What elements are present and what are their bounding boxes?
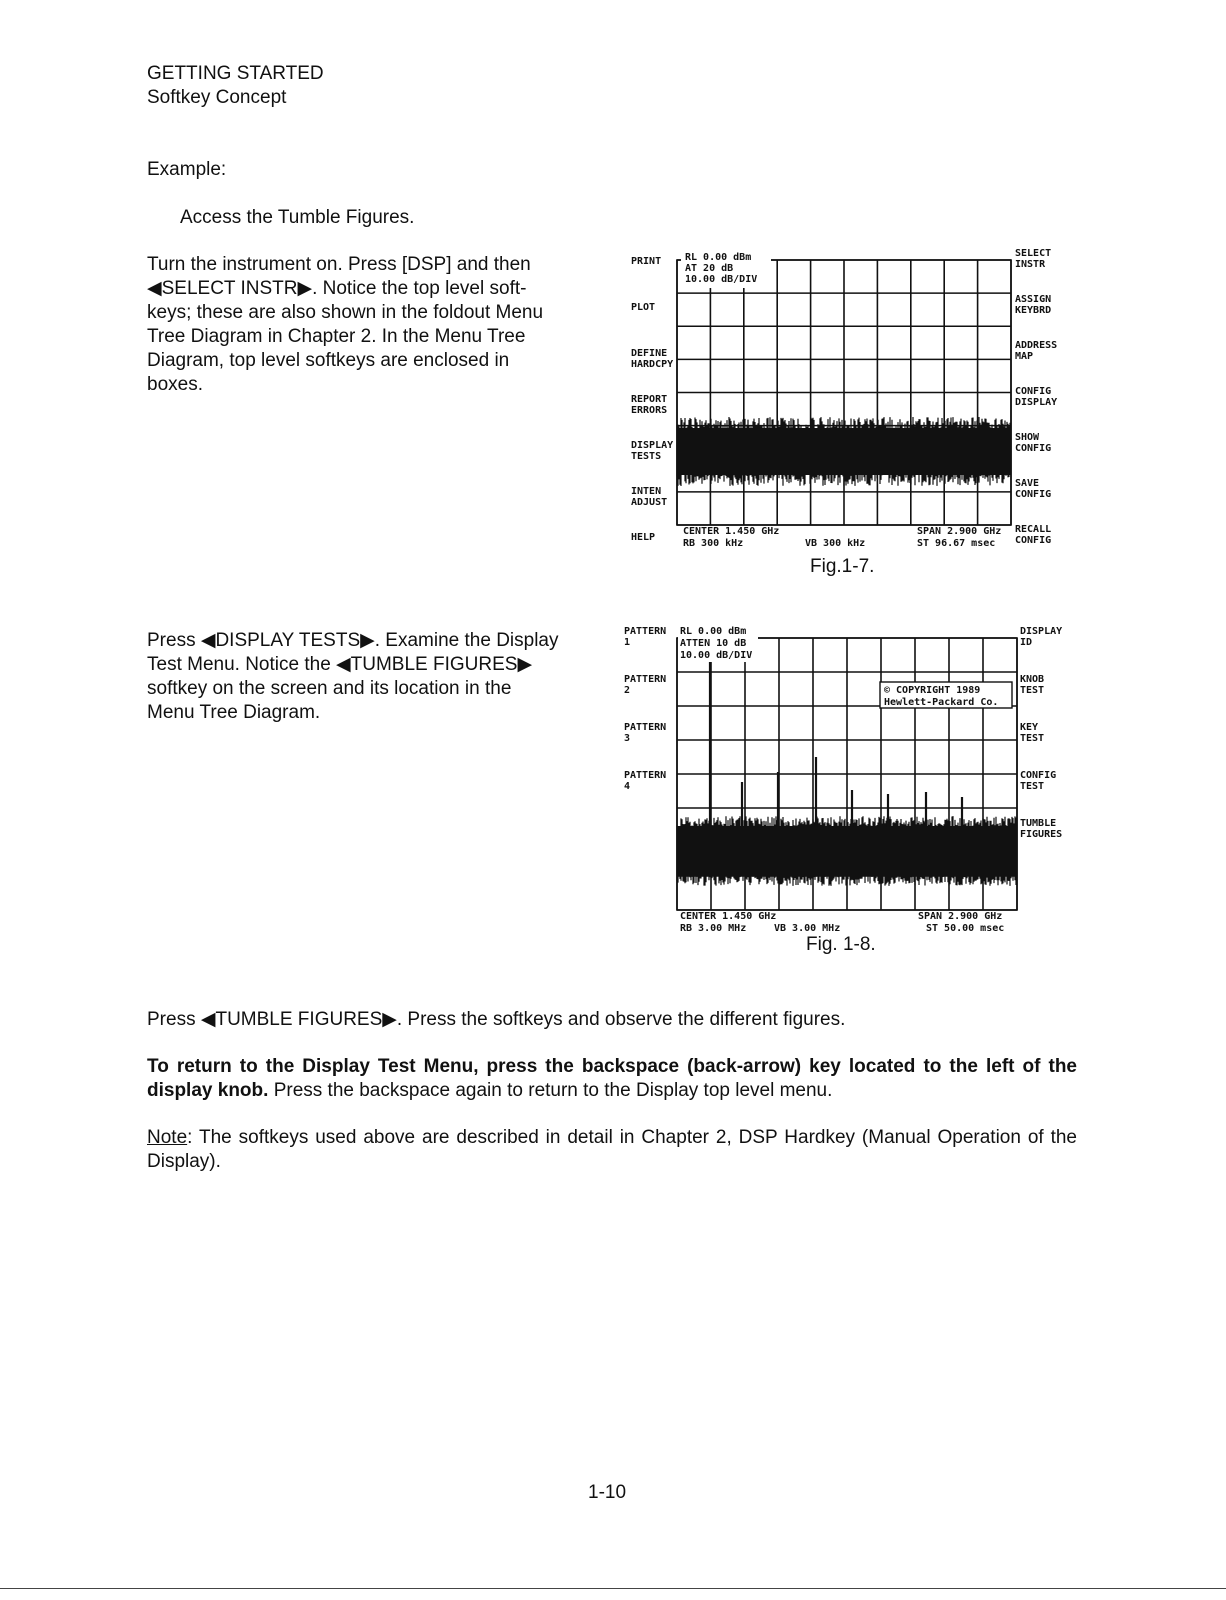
softkey-label: 3 [624, 733, 631, 744]
softkey-label: PRINT [631, 256, 662, 267]
fig2-copyright-company: Hewlett-Packard Co. [884, 697, 999, 708]
note-paragraph [147, 1126, 1077, 1174]
softkey-label: PLOT [631, 302, 656, 313]
softkey-label: REPORT [631, 394, 668, 405]
softkey-label: PATTERN [624, 770, 667, 781]
step4-rest-text: Press the backspace again to return to the Display top level menu. [268, 1080, 833, 1101]
fig1-caption: Fig.1-7. [810, 556, 875, 577]
figure-1-7-screen [625, 244, 1075, 564]
softkey-label: PATTERN [624, 626, 667, 637]
softkey-label: PATTERN [624, 722, 667, 733]
fig1-left-softkeys [631, 256, 673, 543]
softkey-label: CONFIG [1015, 535, 1052, 546]
softkey-label: DISPLAY [631, 440, 674, 451]
softkey-label: HELP [631, 532, 656, 543]
softkey-label: PATTERN [624, 674, 667, 685]
softkey-label: TUMBLE [1020, 818, 1057, 829]
softkey-label: KNOB [1020, 674, 1045, 685]
fig2-span: SPAN 2.900 GHz [918, 911, 1003, 922]
fig2-video-bandwidth: VB 3.00 MHz [774, 923, 841, 934]
fig2-center-freq: CENTER 1.450 GHz [680, 911, 777, 922]
fig1-res-bandwidth: RB 300 kHz [683, 538, 744, 549]
step1-line: boxes. [147, 374, 203, 395]
fig2-graticule [677, 624, 1017, 910]
step2-line: Press ◀DISPLAY TESTS▶. Examine the Display [147, 630, 559, 651]
softkey-label: TEST [1020, 781, 1045, 792]
softkey-label: SELECT [1015, 248, 1052, 259]
softkey-label: CONFIG [1020, 770, 1057, 781]
fig2-res-bandwidth: RB 3.00 MHz [680, 923, 747, 934]
fig2-reference-level: RL 0.00 dBm [680, 626, 747, 637]
note-text: : The softkeys used above are described in detail in Chapter 2, DSP Hardkey (Manual Operation of the Display). [147, 1127, 1077, 1172]
softkey-label: CONFIG [1015, 489, 1052, 500]
step2-line: softkey on the screen and its location in the [147, 678, 512, 699]
fig1-reference-level: RL 0.00 dBm [685, 252, 752, 263]
fig1-attenuation: AT 20 dB [685, 263, 734, 274]
softkey-label: KEYBRD [1015, 305, 1052, 316]
softkey-label: 4 [624, 781, 631, 792]
softkey-label: TEST [1020, 733, 1045, 744]
softkey-label: FIGURES [1020, 829, 1063, 840]
step1-line: Tree Diagram in Chapter 2. In the Menu Tree [147, 326, 526, 347]
fig1-graticule [677, 252, 1011, 525]
subsection-heading: Softkey Concept [147, 87, 287, 108]
fig1-center-freq: CENTER 1.450 GHz [683, 526, 780, 537]
fig1-scale: 10.00 dB/DIV [685, 274, 758, 285]
fig2-right-softkeys [1020, 626, 1062, 840]
softkey-label: CONFIG [1015, 386, 1052, 397]
step4-paragraph [147, 1055, 1077, 1103]
step4-bold-text: To return to the Display Test Menu, press the backspace (back-arrow) key located to the left of the display knob. [147, 1056, 1077, 1101]
softkey-label: TEST [1020, 685, 1045, 696]
softkey-label: ERRORS [631, 405, 668, 416]
fig2-caption: Fig. 1-8. [806, 934, 876, 955]
fig1-sweep-time: ST 96.67 msec [917, 538, 996, 549]
softkey-label: DISPLAY [1015, 397, 1058, 408]
softkey-label: 2 [624, 685, 631, 696]
note-label: Note [147, 1127, 188, 1148]
softkey-label: 1 [624, 637, 631, 648]
softkey-label: ADDRESS [1015, 340, 1058, 351]
section-heading: GETTING STARTED [147, 63, 324, 84]
step1-line: Turn the instrument on. Press [DSP] and then [147, 254, 531, 275]
softkey-label: DEFINE [631, 348, 668, 359]
softkey-label: CONFIG [1015, 443, 1052, 454]
fig1-right-softkeys [1015, 248, 1057, 546]
example-task: Access the Tumble Figures. [180, 207, 415, 228]
step3-paragraph: Press ◀TUMBLE FIGURES▶. Press the softkeys and observe the different figures. [147, 1009, 846, 1030]
softkey-label: ADJUST [631, 497, 668, 508]
softkey-label: ID [1020, 637, 1033, 648]
fig2-copyright-line: © COPYRIGHT 1989 [884, 685, 981, 696]
step1-line: keys; these are also shown in the foldout Menu [147, 302, 544, 323]
fig1-video-bandwidth: VB 300 kHz [805, 538, 866, 549]
softkey-label: SAVE [1015, 478, 1040, 489]
softkey-label: TESTS [631, 451, 662, 462]
step2-line: Test Menu. Notice the ◀TUMBLE FIGURES▶ [147, 654, 533, 675]
example-label: Example: [147, 159, 227, 180]
softkey-label: ASSIGN [1015, 294, 1052, 305]
figure-1-8-screen [622, 622, 1072, 942]
step1-line: Diagram, top level softkeys are enclosed in [147, 350, 510, 371]
softkey-label: DISPLAY [1020, 626, 1063, 637]
softkey-label: HARDCPY [631, 359, 674, 370]
step2-line: Menu Tree Diagram. [147, 702, 321, 723]
softkey-label: INTEN [631, 486, 662, 497]
softkey-label: MAP [1015, 351, 1034, 362]
bottom-rule [0, 1588, 1226, 1589]
step1-line: ◀SELECT INSTR▶. Notice the top level soft- [147, 278, 527, 299]
fig2-left-softkeys [624, 626, 666, 792]
softkey-label: INSTR [1015, 259, 1046, 270]
softkey-label: RECALL [1015, 524, 1052, 535]
page-number: 1-10 [588, 1482, 627, 1503]
softkey-label: SHOW [1015, 432, 1040, 443]
fig2-scale: 10.00 dB/DIV [680, 650, 753, 661]
fig2-sweep-time: ST 50.00 msec [926, 923, 1005, 934]
softkey-label: KEY [1020, 722, 1039, 733]
fig2-attenuation: ATTEN 10 dB [680, 638, 747, 649]
fig1-span: SPAN 2.900 GHz [917, 526, 1002, 537]
